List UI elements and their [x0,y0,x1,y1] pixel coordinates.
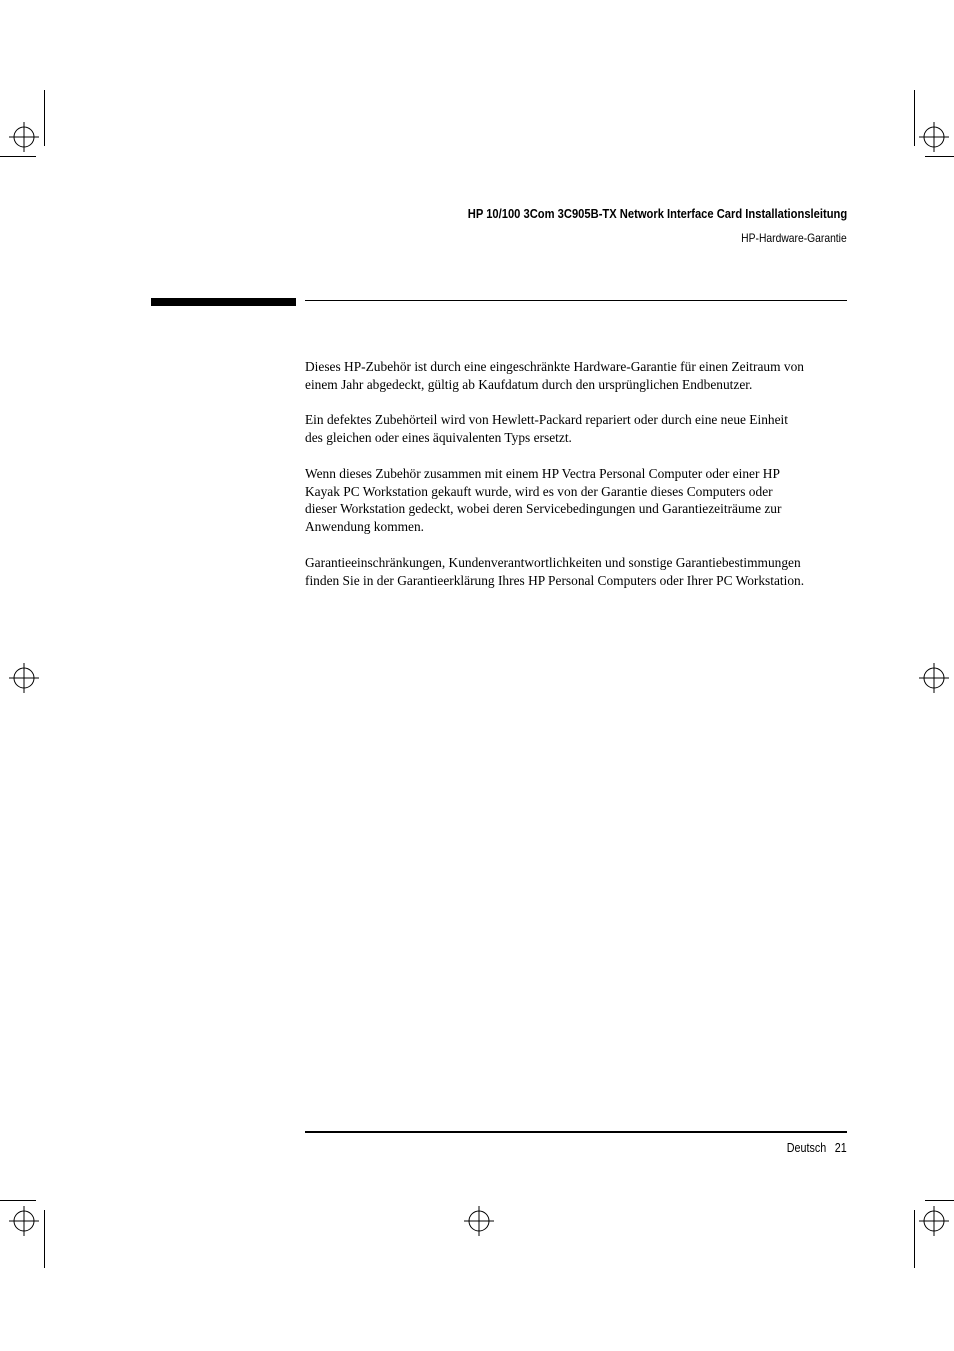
registration-mark-icon [9,122,39,152]
registration-mark-icon [919,1206,949,1236]
crop-mark [0,156,36,157]
document-title: HP 10/100 3Com 3C905B-TX Network Interface Card Installationsleitung [467,206,847,221]
crop-mark [925,156,954,157]
body-text [305,358,805,607]
crop-mark [0,1200,36,1201]
crop-mark [914,1210,915,1268]
header-rule [305,300,847,301]
footer-language: Deutsch [787,1141,827,1155]
crop-mark [925,1200,954,1201]
paragraph: Dieses HP-Zubehör ist durch eine eingeschränkte Hardware-Garantie für einen Zeitraum von einem Jahr abgedeckt, gültig ab Kaufdatum durch den ursprünglichen Endbenutzer. [305,359,804,392]
registration-mark-icon [919,663,949,693]
section-title: HP-Hardware-Garantie [741,231,847,245]
registration-mark-icon [9,663,39,693]
footer-rule [305,1131,847,1133]
paragraph: Wenn dieses Zubehör zusammen mit einem HP Vectra Personal Computer oder einer HP Kayak PC Workstation gekauft wurde, wird es von der Garantie dieses Computers oder dieser Workstation gedeckt, wobei deren Servicebedingungen und Garantiezeiträume zur Anwendung kommen. [305,465,782,535]
paragraph: Garantieeinschränkungen, Kundenverantwortlichkeiten und sonstige Garantiebestimmungen finden Sie in der Garantieerklärung Ihres HP Personal Computers oder Ihrer PC Workstation. [305,554,805,588]
crop-mark [44,1210,45,1268]
section-bar [151,298,296,306]
page-number: 21 [835,1141,847,1155]
registration-mark-icon [464,1206,494,1236]
crop-mark [914,90,915,146]
registration-mark-icon [919,122,949,152]
paragraph: Ein defektes Zubehörteil wird von Hewlett-Packard repariert oder durch eine neue Einheit des gleichen oder eines äquivalenten Typs ersetzt. [305,412,788,446]
crop-mark [44,90,45,146]
registration-mark-icon [9,1206,39,1236]
page-footer [787,1141,847,1155]
